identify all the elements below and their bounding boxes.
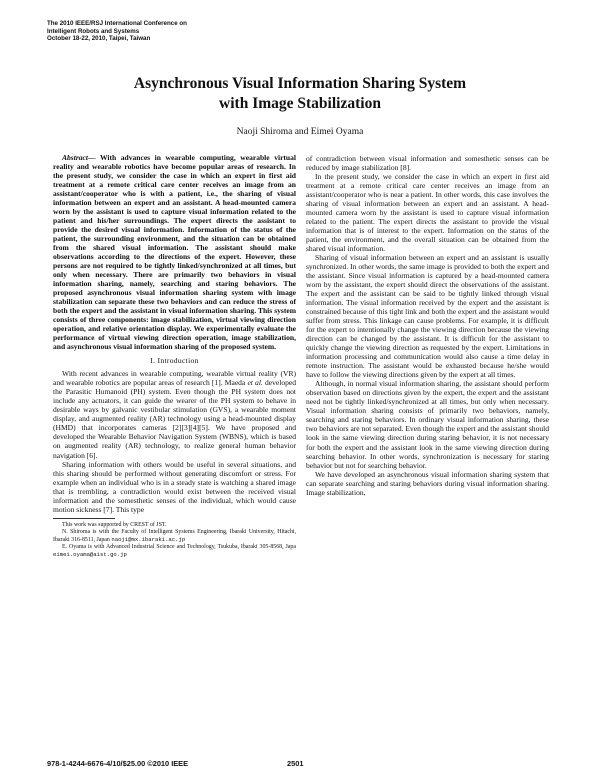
footnote-author1 bbox=[53, 529, 296, 544]
footnote-author2-email: eimei.oyama@aist.go.jp bbox=[53, 550, 127, 558]
abstract-label: Abstract bbox=[62, 153, 88, 162]
intro-text: developed the Parasitic Humanoid (PH) system. Even though the PH system does not include any actuators, it can guide the wearer of the PH system to behave in desirable ways by galvanic vestibular stimulation (GVS), a wearable moment display, and augmented reality (AR) technology using a head-mounted display (HMD) that incorporates cameras [2][3][4][5]. We have proposed and developed the Wearable Behavior Navigation System (WBNS), which is based on augmented reality (AR) technology, to realize general human behavior navigation [6]. bbox=[53, 378, 297, 460]
footnote-rule bbox=[53, 518, 115, 519]
intro-text: Sharing information with others would be useful in several situations, and this sharing should be performed without generating discomfort or stress. For example when an individual who is in a steady state is watching a shared image that is trembling, a contradiction would exist between the received visual information and the somesthetic senses of the individual, which would cause motion sickness [7]. This type bbox=[53, 459, 296, 514]
footnote-author1-email: naoji@mx.ibaraki.ac.jp bbox=[111, 535, 186, 543]
body-paragraph: We have developed an asynchronous visual information sharing system that can separate searching and staring behaviors during visual information sharing. Image stabilization, bbox=[306, 469, 549, 497]
footnote-author2-text: E. Oyama is with Advanced Industrial Science and Technology, Tsukuba, Ibaraki 305-8568, Japa bbox=[62, 543, 296, 550]
footnote-author2 bbox=[53, 544, 296, 559]
footnote-support: This work was supported by CREST of JST. bbox=[62, 521, 167, 528]
conference-line-3: October 18-22, 2010, Taipei, Taiwan bbox=[47, 35, 151, 43]
footer-page-number: 2501 bbox=[287, 759, 304, 768]
footnote-author1-text: N. Shiroma is with the Faculty of Intelligent Systems Engineering, Ibaraki University, Hitachi, Ibaraki 316-8511, Japan bbox=[53, 528, 296, 543]
abstract bbox=[53, 153, 296, 351]
intro-text: With recent advances in wearable computing, wearable virtual reality (VR) and wearable robotics are popular areas of research [1]. Maeda bbox=[53, 369, 296, 388]
left-column bbox=[53, 153, 296, 559]
footer-isbn: 978-1-4244-6676-4/10/$25.00 ©2010 IEEE bbox=[47, 759, 189, 768]
body-paragraph: Although, in normal visual information sharing, the assistant should perform observation based on directions given by the expert, the expert and the assistant need not be tightly linked/synchronized at all times, but only when necessary. Visual information sharing consists of primarily two behaviors, namely, searching and staring behaviors. In ordinary visual information sharing, these two behaviors are not separated. Even though the expert and the assistant should look in the same viewing direction during staring behavior, it is not necessary for both the expert and the assistant look in the same viewing direction during searching behavior. In other words, synchronization is necessary for staring behavior but not for searching behavior. bbox=[306, 379, 549, 470]
abstract-text: — With advances in wearable computing, wearable virtual reality and wearable robotics have become popular areas of research. In the present study, we consider the case in which an expert in first aid treatment at a remote critical care center receives an image from an assistant/cooperator who is with a patient, i.e., the sharing of visual information between an expert and an assistant. A head-mounted camera worn by the assistant is used to capture visual information related to the patient and his/her surroundings. The expert directs the assistant to provide the desired visual information. Information of the status of the patient, the surrounding environment, and the situation can be obtained from the shared visual information. The assistant should make observations according to the directions of the expert. However, these persons are not required to be tightly linked/synchronized at all times, but only when necessary. There are primarily two behaviors in visual information sharing, namely, searching and staring behaviors. The proposed asynchronous visual information sharing system with image stabilization can separate these two behaviors and can reduce the stress of both the expert and the assistant in visual information sharing. This system consists of three components: image stabilization, virtual viewing direction operation, and relative orientation display. We experimentally evaluate the performance of virtual viewing direction operation, image stabilization, and asynchronous visual information sharing of the proposed system. bbox=[53, 153, 296, 352]
conference-line-1: The 2010 IEEE/RSJ International Conference on bbox=[47, 20, 187, 27]
intro-paragraph bbox=[53, 460, 296, 514]
right-column bbox=[306, 154, 549, 497]
paper-title bbox=[60, 74, 540, 114]
body-paragraph: of contradiction between visual information and somesthetic senses can be reduced by image stabilization [8]. bbox=[306, 154, 549, 173]
authors: Naoji Shiroma and Eimei Oyama bbox=[236, 127, 364, 137]
section-heading: I. Introduction bbox=[150, 356, 199, 366]
title-line-2: with Image Stabilization bbox=[219, 95, 381, 112]
title-line-1: Asynchronous Visual Information Sharing System bbox=[133, 75, 467, 92]
intro-emphasis: et al. bbox=[247, 378, 263, 388]
intro-paragraph bbox=[53, 369, 296, 459]
body-paragraph: In the present study, we consider the case in which an expert in first aid treatment at a remote critical care center receives an image from an assistant/cooperator who is near a patient. In other words, this case involves the sharing of visual information between an expert and an assistant. A head-mounted camera worn by the assistant is used to capture visual information related to the patient. The expert directs the assistant to provide the visual information that is of interest to the expert. Information on the status of the patient, the environment, and the overall situation can be obtained from the shared visual information. bbox=[306, 172, 549, 254]
body-paragraph: Sharing of visual information between an expert and an assistant is usually synchronized. In other words, the same image is provided to both the expert and the assistant. Since visual information is captured by a head-mounted camera worn by the assistant, the expert should direct the observations of the assistant. The expert and the assistant can be said to be tightly linked through visual information. The visual information received by the expert and the assistant is constrained because of this tight link and both the expert and the assistant would suffer from stress. This linkage can cause problems. For example, it is difficult for the expert to intentionally change the viewing direction because the viewing direction can be changed by the assistant. It is difficult for the assistant to quickly change the viewing direction as requested by the expert. Limitations in information processing and communication would also cause a time delay in remote instruction. The assistant would be exhausted because he/she would have to follow the viewing directions given by the expert at all times. bbox=[306, 253, 549, 380]
conference-line-2: Intelligent Robots and Systems bbox=[47, 27, 140, 35]
conference-header bbox=[47, 20, 307, 43]
